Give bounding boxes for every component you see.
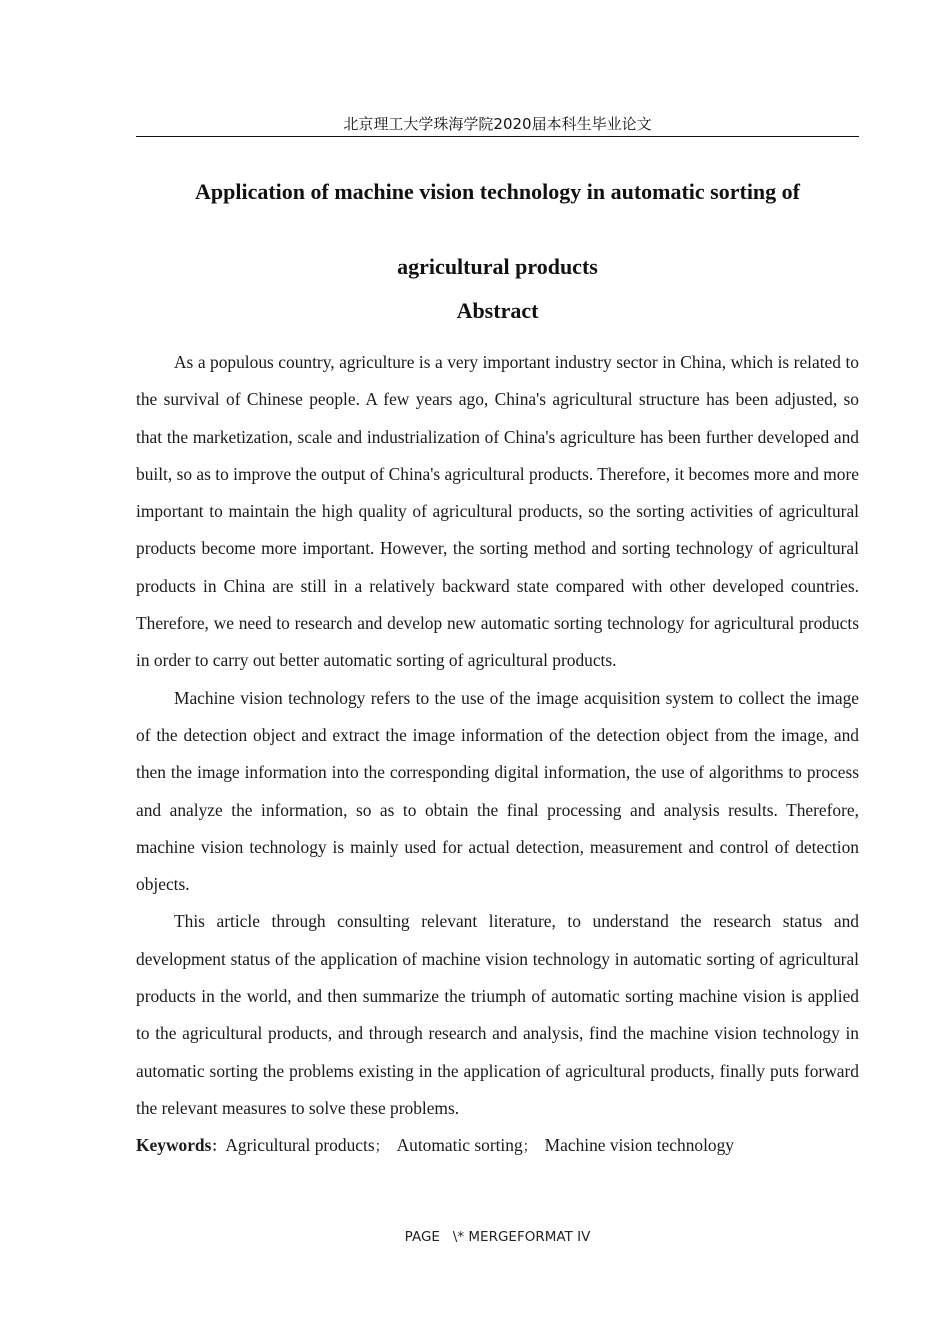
running-header: 北京理工大学珠海学院2020届本科生毕业论文 [343,115,652,133]
header-rule [136,136,859,137]
keywords-colon: ： [211,1139,226,1156]
keywords-label: Keywords [136,1135,212,1156]
keywords-line [136,1127,859,1166]
keyword-item: Agricultural products [225,1135,375,1156]
abstract-paragraph-1: As a populous country, agriculture is a very important industry sector in China, which is related to the survival of Chinese people. A few years ago, China's agricultural structure has been adjusted, so that the marketization, scale and industrialization of China's agriculture has been further developed and built, so as to improve the output of China's agricultural products. Therefore, it becomes more and more important to maintain the high quality of agricultural products, so the sorting activities of agricultural products become more important. However, the sorting method and sorting technology of agricultural products in China are still in a relatively backward state compared with other developed countries. Therefore, we need to research and develop new automatic sorting technology for agricultural products in order to carry out better automatic sorting of agricultural products. [136,352,859,671]
keyword-separator: ； [374,1139,389,1156]
paper-title-line-1: Application of machine vision technology in automatic sorting of [194,179,800,204]
keyword-item: Machine vision technology [544,1135,734,1156]
abstract-heading: Abstract [456,298,539,323]
abstract-paragraph-2: Machine vision technology refers to the use of the image acquisition system to collect the image of the detection object and extract the image information of the detection object from the image, and then the image information into the corresponding digital information, the use of algorithms to process and analyze the information, so as to obtain the final processing and analysis results. Therefore, machine vision technology is mainly used for actual detection, measurement and control of detection objects. [136,687,859,895]
keyword-separator: ； [522,1139,537,1156]
page-footer-field: PAGE \* MERGEFORMAT IV [404,1229,591,1245]
keyword-item: Automatic sorting [396,1135,523,1156]
paper-title [136,154,859,304]
paper-title-line-2: agricultural products [397,254,598,279]
abstract-body [136,344,859,1167]
abstract-paragraph-3: This article through consulting relevant literature, to understand the research status and development status of the application of machine vision technology in automatic sorting of agricultural products in the world, and then summarize the triumph of automatic sorting machine vision is applied to the agricultural products, and through research and analysis, find the machine vision technology in automatic sorting the problems existing in the application of agricultural products, finally puts forward the relevant measures to solve these problems. [136,911,859,1118]
